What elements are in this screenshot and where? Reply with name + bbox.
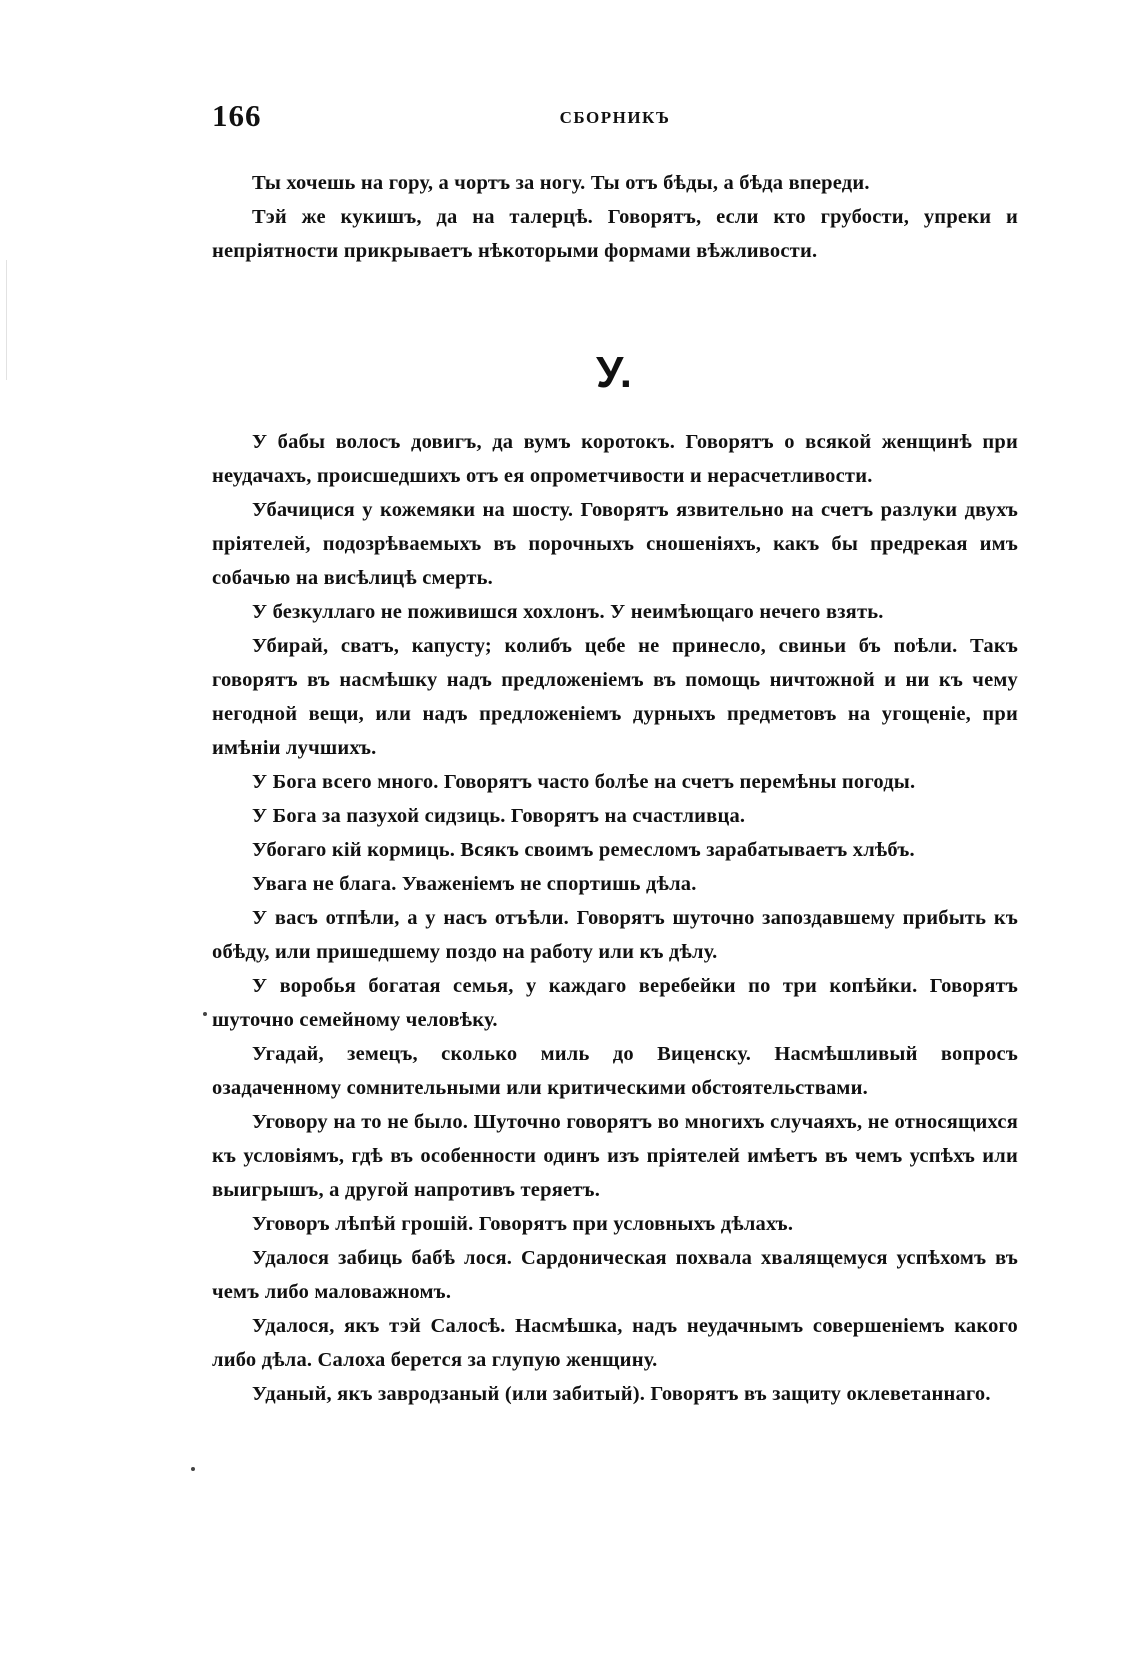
margin-speck xyxy=(191,1467,195,1471)
proverb-paragraph: Удалося, якъ тэй Салосѣ. Насмѣшка, надъ неудачнымъ совершеніемъ какого либо дѣла. Салоха берется за глупую женщину. xyxy=(212,1315,1018,1371)
proverb-paragraph: У бабы волосъ довигъ, да вумъ коротокъ. Говорятъ о всякой женщинѣ при неудачахъ, происшедшихъ отъ ея опрометчивости и нерасчетливости. xyxy=(212,431,1018,487)
running-head xyxy=(212,98,1018,138)
proverb-paragraph: У безкуллаго не поживишся хохлонъ. У неимѣющаго нечего взять. xyxy=(252,601,884,623)
proverb-paragraph: У воробья богатая семья, у каждаго веребейки по три копѣйки. Говорятъ шуточно семейному человѣку. xyxy=(212,975,1018,1031)
proverb-paragraph: Тэй же кукишъ, да на талерцѣ. Говорятъ, если кто грубости, упреки и непріятности прикрываетъ нѣкоторыми формами вѣжливости. xyxy=(212,206,1018,262)
proverb-paragraph: Уговоръ лѣпѣй грошій. Говорятъ при условныхъ дѣлахъ. xyxy=(252,1213,794,1235)
section-letter-heading: У. xyxy=(595,348,635,397)
margin-speck xyxy=(203,1012,207,1016)
proverb-paragraph: Убачицися у кожемяки на шосту. Говорятъ язвительно на счетъ разлуки двухъ пріятелей, подозрѣваемыхъ въ порочныхъ сношеніяхъ, какъ бы предрекая имъ собачью на висѣлицѣ смерть. xyxy=(212,499,1018,589)
proverb-paragraph: Угадай, земецъ, сколько миль до Виценску. Насмѣшливый вопросъ озадаченному сомнительными или критическими обстоятельствами. xyxy=(212,1043,1018,1099)
proverb-paragraph: У васъ отпѣли, а у насъ отъѣли. Говорятъ шуточно запоздавшему прибыть къ обѣду, или пришедшему поздо на работу или къ дѣлу. xyxy=(212,907,1018,963)
proverb-paragraph: Убогаго кій кормиць. Всякъ своимъ ремесломъ зарабатываетъ хлѣбъ. xyxy=(252,839,915,861)
top-text-block xyxy=(212,166,1018,268)
main-text-block xyxy=(212,425,1018,1411)
proverb-paragraph: Убирай, сватъ, капусту; колибъ цебе не принесло, свиньи бъ поѣли. Такъ говорятъ въ насмѣшку надъ предложеніемъ въ помощь ничтожной и ни къ чему негодной вещи, или надъ предложеніемъ дурныхъ предметовъ на угощеніе, при имѣніи лучшихъ. xyxy=(212,635,1018,759)
proverb-paragraph: Ты хочешь на гору, а чортъ за ногу. Ты отъ бѣды, а бѣда впереди. xyxy=(252,172,870,194)
page-number: 166 xyxy=(212,98,262,133)
proverb-paragraph: У Бога за пазухой сидзиць. Говорятъ на счастливца. xyxy=(252,805,746,827)
proverb-paragraph: Уданый, якъ завродзаный (или забитый). Говорятъ въ защиту оклеветаннаго. xyxy=(252,1383,991,1405)
proverb-paragraph: Удалося забиць бабѣ лося. Сардоническая похвала хвалящемуся успѣхомъ въ чемъ либо маловажномъ. xyxy=(212,1247,1018,1303)
proverb-paragraph: У Бога всего много. Говорятъ часто болѣе на счетъ перемѣны погоды. xyxy=(252,771,916,793)
proverb-paragraph: Увага не блага. Уваженіемъ не спортишь дѣла. xyxy=(252,873,697,895)
scan-edge-line xyxy=(6,260,7,380)
running-title: СБОРНИКЪ xyxy=(559,108,671,127)
proverb-paragraph: Уговору на то не было. Шуточно говорятъ во многихъ случаяхъ, не относящихся къ условіямъ, гдѣ въ особенности одинъ изъ пріятелей имѣетъ въ чемъ успѣхъ или выигрышъ, а другой напротивъ теряетъ. xyxy=(212,1111,1018,1201)
